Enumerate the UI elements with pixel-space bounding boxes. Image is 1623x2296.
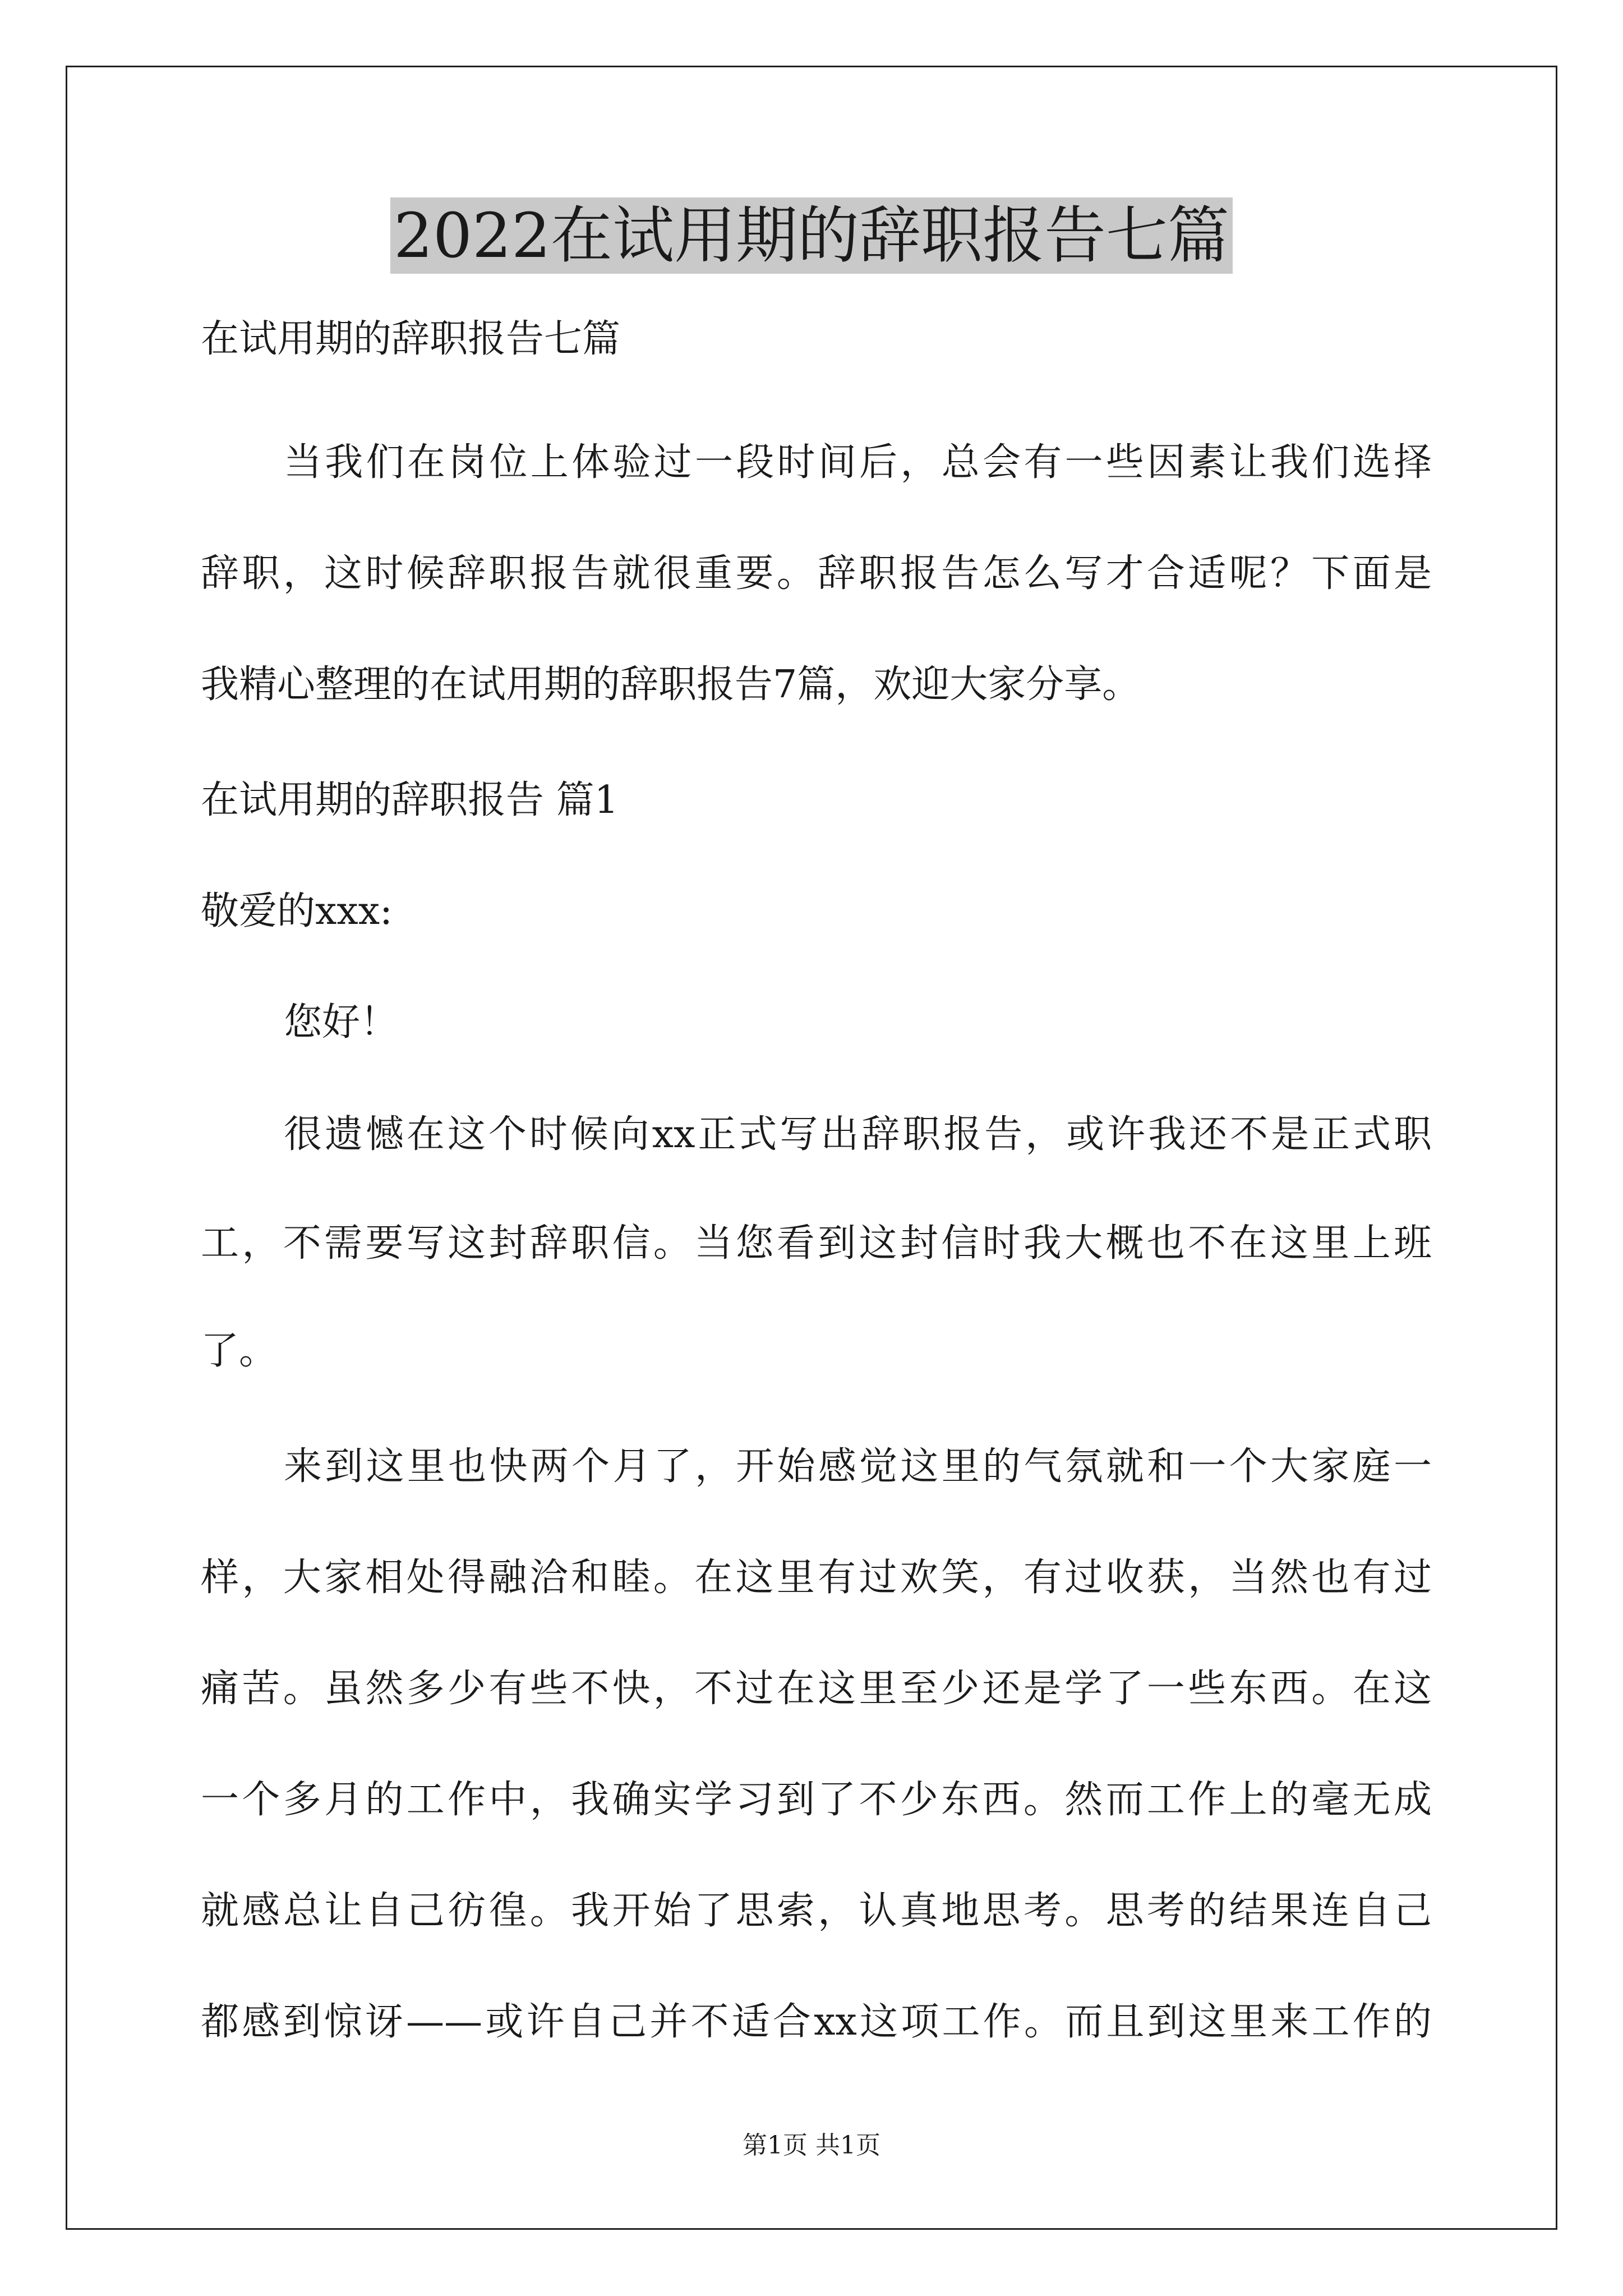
page-number: 第1页 共1页 xyxy=(743,2131,880,2160)
salutation: 敬爱的xxx: xyxy=(201,889,393,933)
paragraph-line: 痛苦。虽然多少有些不快，不过在这里至少还是学了一些东西。在这 xyxy=(201,1667,1432,1711)
paragraph-line: 来到这里也快两个月了，开始感觉这里的气氛就和一个大家庭一 xyxy=(284,1444,1432,1489)
paragraph-line: 了。 xyxy=(201,1329,278,1373)
document-title-text: 2022在试用期的辞职报告七篇 xyxy=(390,197,1233,274)
paragraph-line: 都感到惊讶——或许自己并不适合xx这项工作。而且到这里来工作的 xyxy=(201,2000,1432,2044)
paragraph-line: 工，不需要写这封辞职信。当您看到这封信时我大概也不在这里上班 xyxy=(201,1221,1432,1266)
greeting: 您好！ xyxy=(284,1000,399,1045)
page-footer xyxy=(0,2129,1623,2162)
intro-line: 当我们在岗位上体验过一段时间后，总会有一些因素让我们选择 xyxy=(284,440,1432,485)
intro-line: 我精心整理的在试用期的辞职报告7篇，欢迎大家分享。 xyxy=(201,662,1141,707)
section-heading: 在试用期的辞职报告 篇1 xyxy=(201,778,619,822)
paragraph-line: 样，大家相处得融洽和睦。在这里有过欢笑，有过收获，当然也有过 xyxy=(201,1556,1432,1600)
paragraph-line: 很遗憾在这个时候向xx正式写出辞职报告，或许我还不是正式职 xyxy=(284,1112,1432,1157)
paragraph-line: 就感总让自己彷徨。我开始了思索，认真地思考。思考的结果连自己 xyxy=(201,1889,1432,1933)
document-subtitle: 在试用期的辞职报告七篇 xyxy=(201,317,621,361)
document-title xyxy=(0,196,1623,275)
intro-line: 辞职，这时候辞职报告就很重要。辞职报告怎么写才合适呢？下面是 xyxy=(201,551,1432,596)
paragraph-line: 一个多月的工作中，我确实学习到了不少东西。然而工作上的毫无成 xyxy=(201,1778,1432,1822)
